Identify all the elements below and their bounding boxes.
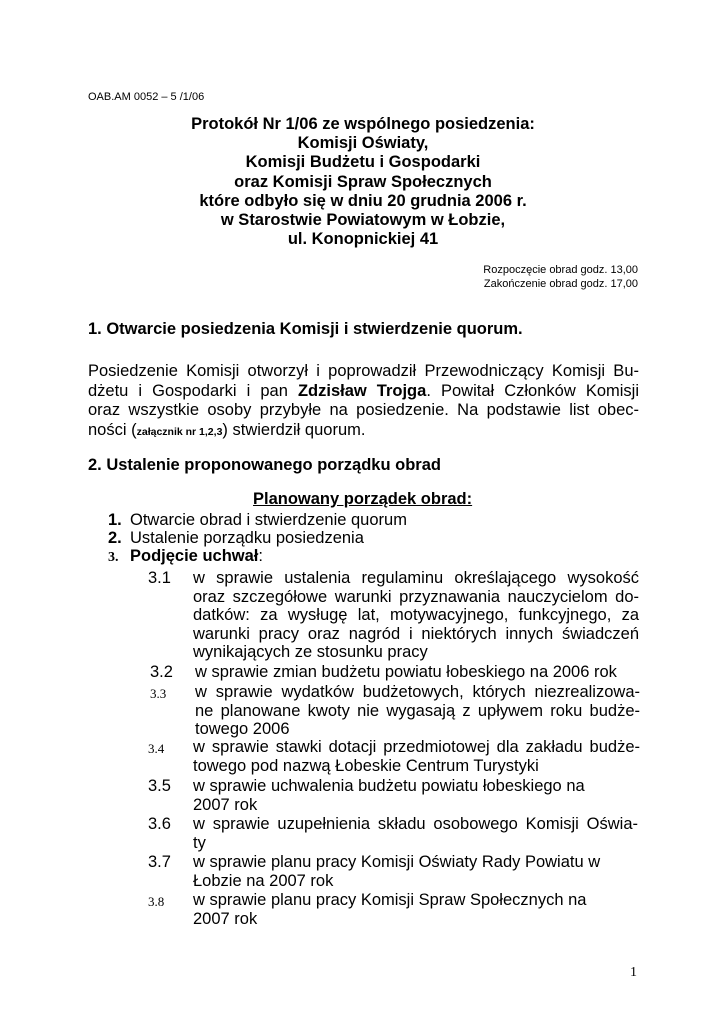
agenda-item-number: 3. xyxy=(108,550,119,565)
subitem-number: 3.8 xyxy=(148,894,165,909)
agenda-item-number: 1. xyxy=(108,511,122,529)
attachment-reference: załącznik nr 1,2,3 xyxy=(136,426,223,439)
subitem-line: w sprawie stawki dotacji przedmiotowej dla zakładu budże- xyxy=(193,738,640,756)
agenda-item-number: 2. xyxy=(108,529,122,547)
subitem-line: oraz szczegółowe warunki przyznawania nauczycielom do- xyxy=(193,587,639,606)
subitem-line: towego pod nazwą Łobeskie Centrum Turystyki xyxy=(193,756,539,775)
subitem-line: Łobzie na 2007 rok xyxy=(193,871,334,890)
subitem-text xyxy=(195,663,640,682)
document-reference: OAB.AM 0052 – 5 /1/06 xyxy=(88,91,205,103)
subitem-number: 3.5 xyxy=(148,777,171,795)
paragraph-text: . Powitał Członków Komisji xyxy=(426,381,639,400)
protocol-title xyxy=(88,115,638,249)
title-line: ul. Konopnickiej 41 xyxy=(287,230,439,249)
section1-paragraph xyxy=(88,362,639,443)
subitem-number: 3.6 xyxy=(148,815,171,833)
agenda-item-suffix: : xyxy=(258,547,263,565)
section1-heading: 1. Otwarcie posiedzenia Komisji i stwierdzenie quorum. xyxy=(88,320,523,338)
subitem-line: datków: za wysługę lat, motywacyjnego, funkcyjnego, za xyxy=(193,606,639,624)
subitem-number: 3.4 xyxy=(148,741,165,756)
subitem-line: w sprawie ustalenia regulaminu określającego wysokość xyxy=(193,569,639,587)
subitem-text xyxy=(193,853,613,890)
subitem-number: 3.2 xyxy=(150,663,173,681)
agenda-item xyxy=(108,511,407,530)
agenda-item xyxy=(108,529,364,548)
subitem-line: 2007 rok xyxy=(193,795,258,814)
subitem-text xyxy=(193,569,639,662)
title-line: które odbyło się w dniu 20 grudnia 2006 r. xyxy=(199,191,527,210)
subitem-line: w sprawie wydatków budżetowych, których niezrealizowa- xyxy=(195,683,640,701)
title-line: Komisji Budżetu i Gospodarki xyxy=(245,153,481,172)
agenda-title: Planowany porządek obrad: xyxy=(253,490,473,508)
subitem-line: w sprawie zmian budżetu powiatu łobeskiego na 2006 rok xyxy=(195,663,617,681)
subitem-line: ne planowane kwoty nie wygasają z upływem roku budże- xyxy=(195,701,640,720)
subitem-text xyxy=(193,891,613,928)
paragraph-text: ) stwierdził quorum. xyxy=(222,421,366,440)
subitem-text xyxy=(193,777,613,814)
paragraph-line xyxy=(88,382,639,402)
subitem-number: 3.3 xyxy=(150,686,167,701)
agenda-item-label: Otwarcie obrad i stwierdzenie quorum xyxy=(130,511,407,529)
subitem-line: wynikających ze stosunku pracy xyxy=(193,643,428,661)
end-time: Zakończenie obrad godz. 17,00 xyxy=(483,278,638,290)
subitem-text xyxy=(193,738,640,775)
subitem-line: 2007 rok xyxy=(193,909,258,928)
title-line: Komisji Oświaty, xyxy=(297,134,429,153)
subitem-line: w sprawie uchwalenia budżetu powiatu łobeskiego na xyxy=(193,777,585,795)
paragraph-line: oraz wszystkie osoby przybyłe na posiedzenie. Na podstawie list obec- xyxy=(88,401,639,420)
subitem-text xyxy=(193,815,638,852)
paragraph-text: dżetu i Gospodarki i pan xyxy=(88,381,298,400)
title-line: oraz Komisji Spraw Społecznych xyxy=(234,172,492,191)
subitem-number: 3.7 xyxy=(148,853,171,871)
subitem-text xyxy=(195,683,640,739)
title-line: Protokół Nr 1/06 ze wspólnego posiedzenia: xyxy=(191,115,535,133)
agenda-item-label: Ustalenie porządku posiedzenia xyxy=(130,529,364,547)
paragraph-text: ności ( xyxy=(88,421,137,440)
paragraph-line: Posiedzenie Komisji otworzył i poprowadził Przewodniczący Komisji Bu- xyxy=(88,362,639,380)
subitem-line: warunki pracy oraz nagród i niektórych innych świadczeń xyxy=(193,624,639,643)
subitem-line: w sprawie planu pracy Komisji Spraw Społecznych na xyxy=(193,891,587,909)
subitem-line: ty xyxy=(193,833,206,852)
meeting-times xyxy=(483,263,638,291)
chairman-name: Zdzisław Trojga xyxy=(297,381,427,400)
page-number: 1 xyxy=(630,965,637,980)
agenda-item-label: Podjęcie uchwał xyxy=(130,547,259,565)
subitem-line: towego 2006 xyxy=(195,720,290,738)
subitem-line: w sprawie uzupełnienia składu osobowego Komisji Oświa- xyxy=(193,815,638,833)
paragraph-line xyxy=(88,421,639,443)
subitem-number: 3.1 xyxy=(148,569,171,587)
title-line: w Starostwie Powiatowym w Łobzie, xyxy=(220,211,506,230)
subitem-line: w sprawie planu pracy Komisji Oświaty Rady Powiatu w xyxy=(193,853,601,871)
agenda-item xyxy=(108,547,263,567)
start-time: Rozpoczęcie obrad godz. 13,00 xyxy=(483,264,638,276)
section2-heading: 2. Ustalenie proponowanego porządku obrad xyxy=(88,456,441,474)
